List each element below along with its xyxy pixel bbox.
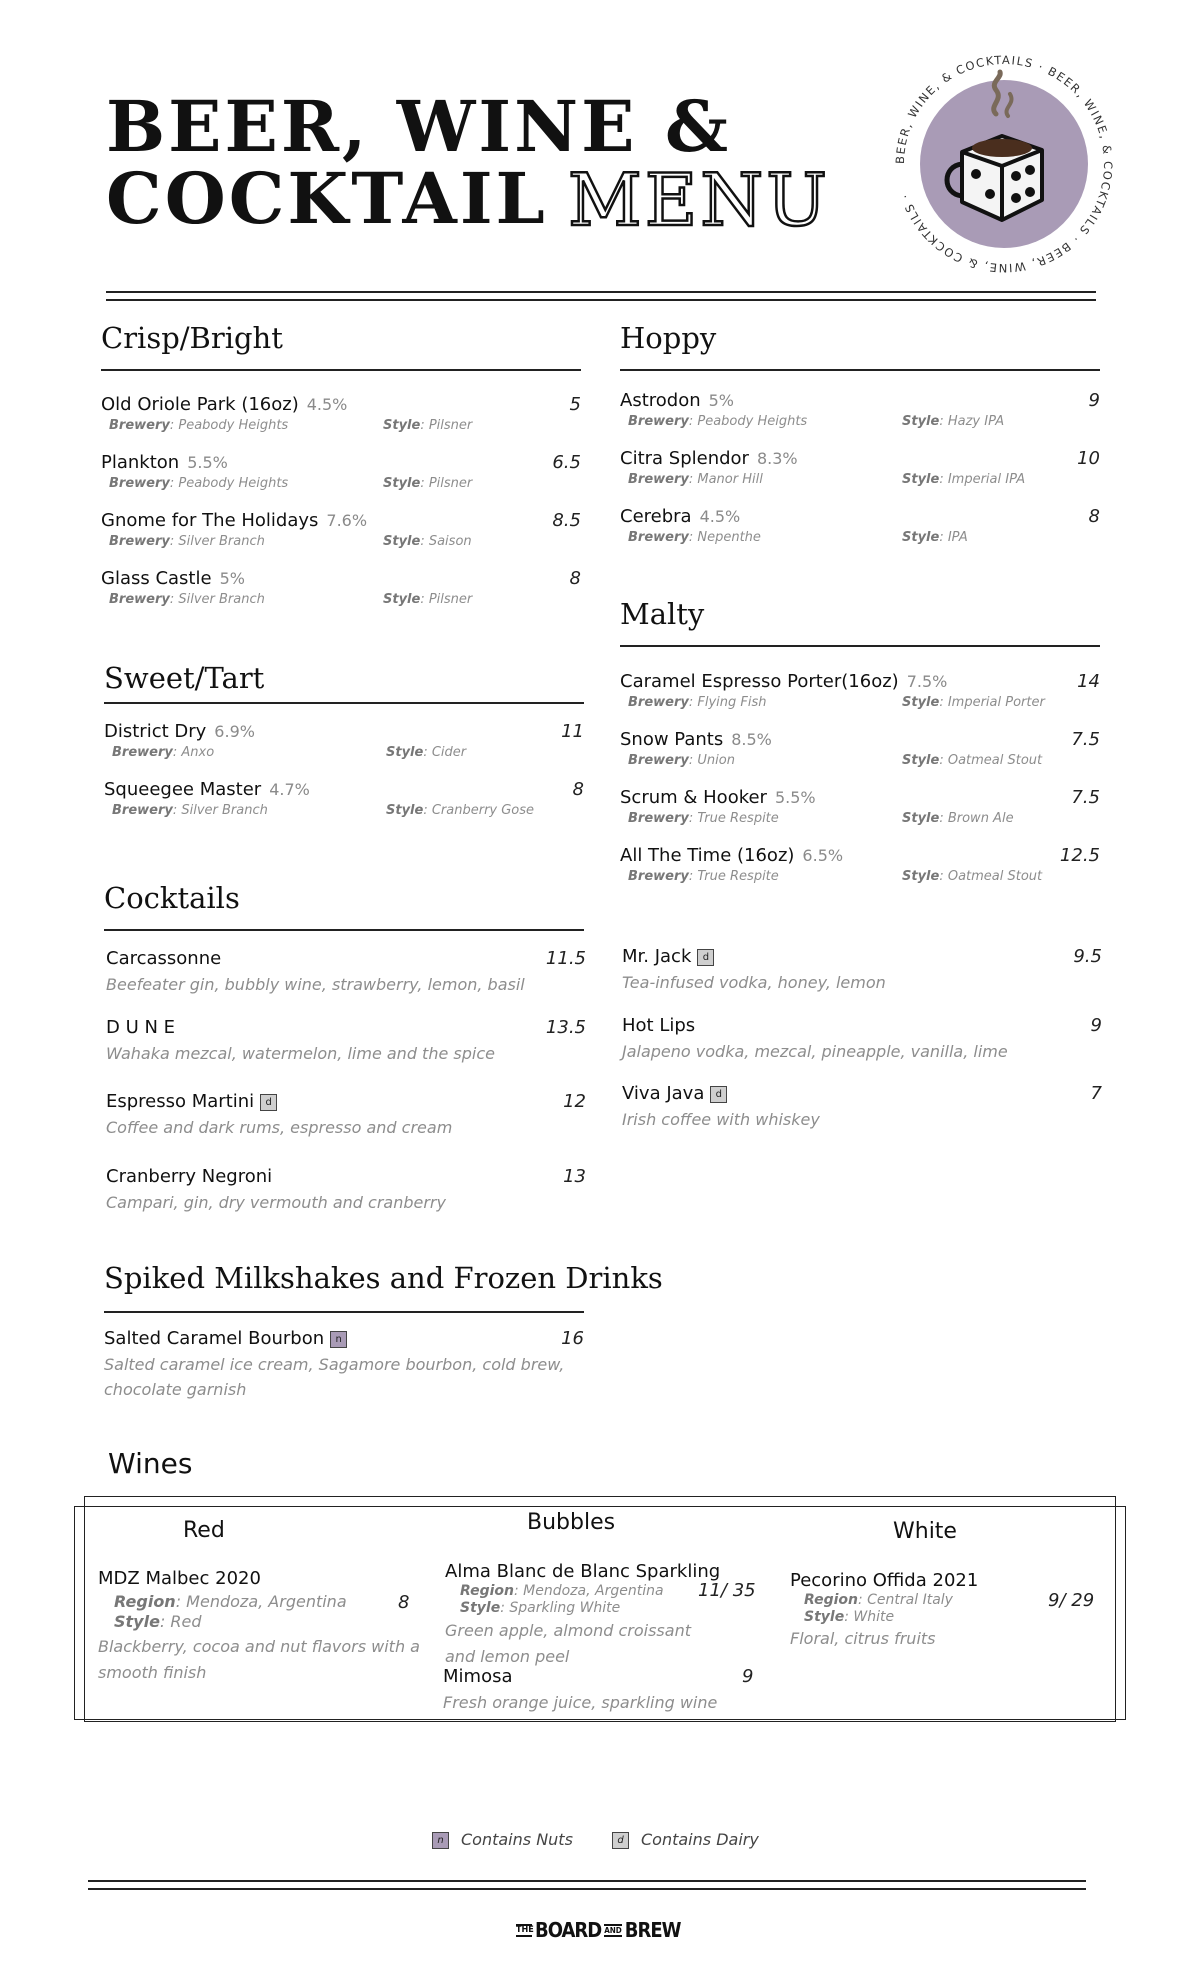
section-rule-crisp: [101, 369, 581, 371]
wine-name-red: MDZ Malbec 2020: [98, 1568, 261, 1589]
section-title-milkshakes: Spiked Milkshakes and Frozen Drinks: [104, 1261, 663, 1295]
brand-logo: THE BOARD AND BREW: [516, 1918, 681, 1942]
wine-heading-red: Red: [183, 1518, 225, 1543]
item-name: Cerebra 4.5%: [620, 506, 741, 527]
item-abv: 5.5%: [187, 453, 228, 472]
section-rule-cocktails: [104, 929, 584, 931]
header-rule-bottom: [106, 299, 1096, 301]
item-abv: 6.9%: [214, 722, 255, 741]
contains-dairy-badge: d: [710, 1086, 727, 1103]
item-price: 5: [569, 394, 581, 415]
menu-item: [101, 568, 581, 620]
item-name: Carcassonne: [106, 948, 222, 969]
item-price: 7.5: [1071, 729, 1100, 750]
title-line-1: BEER, WINE &: [106, 85, 732, 168]
item-name: Caramel Espresso Porter(16oz) 7.5%: [620, 671, 948, 692]
item-brewery: Brewery: Anxo: [112, 745, 215, 760]
item-price: 8: [569, 568, 581, 589]
item-name: Espresso Martini d: [106, 1091, 277, 1112]
menu-item: [620, 448, 1100, 500]
item-price: 8: [1088, 506, 1100, 527]
item-price: 8: [572, 779, 584, 800]
item-abv: 5%: [708, 391, 735, 410]
item-price: 7: [1090, 1083, 1102, 1104]
menu-item: [620, 729, 1100, 781]
item-abv: 4.5%: [306, 395, 348, 414]
contains-nuts-badge: n: [432, 1832, 449, 1849]
item-name: Glass Castle 5%: [101, 568, 245, 589]
item-description: Coffee and dark rums, espresso and cream: [106, 1118, 453, 1137]
item-description-line-2: chocolate garnish: [104, 1380, 247, 1399]
footer-rule-top: [88, 1880, 1086, 1882]
item-price: 12.5: [1059, 845, 1100, 866]
menu-item: [101, 452, 581, 504]
item-name: Astrodon 5%: [620, 390, 735, 411]
contains-dairy-badge: d: [260, 1094, 277, 1111]
title-menu-outline: MENU: [568, 158, 830, 242]
section-title-hoppy: Hoppy: [620, 321, 717, 355]
item-price: 9: [1090, 1015, 1102, 1036]
item-price: 14: [1077, 671, 1100, 692]
wine-style-red: Style: Red: [114, 1612, 202, 1631]
wine-heading-bubbles: Bubbles: [527, 1510, 616, 1535]
item-name: Gnome for The Holidays 7.6%: [101, 510, 368, 531]
menu-item: [620, 390, 1100, 442]
item-abv: 4.7%: [269, 780, 310, 799]
item-abv: 4.5%: [699, 507, 741, 526]
wine-price-mimosa: 9: [742, 1666, 754, 1687]
cocktail-item: [622, 1083, 1102, 1143]
item-brewery: Brewery: Nepenthe: [628, 530, 761, 545]
wine-heading-white: White: [893, 1519, 957, 1544]
item-brewery: Brewery: Peabody Heights: [109, 476, 289, 491]
wine-name-mimosa: Mimosa: [443, 1666, 513, 1687]
menu-item: [620, 845, 1100, 897]
item-name: Plankton 5.5%: [101, 452, 228, 473]
item-name: Citra Splendor 8.3%: [620, 448, 798, 469]
menu-item-milkshake: [104, 1328, 584, 1408]
wine-price-bubbles: 11/ 35: [698, 1580, 756, 1601]
wine-region-red: Region: Mendoza, Argentina: [114, 1592, 347, 1611]
item-brewery: Brewery: Peabody Heights: [628, 414, 808, 429]
item-name: Cranberry Negroni: [106, 1166, 273, 1187]
cocktail-item: [106, 1017, 586, 1077]
item-description: Irish coffee with whiskey: [622, 1110, 820, 1129]
legend-dairy: d Contains Dairy: [612, 1830, 759, 1849]
item-abv: 7.6%: [326, 511, 368, 530]
wine-style-bubbles: Style: Sparkling White: [460, 1600, 621, 1616]
item-style: Style: IPA: [902, 530, 968, 545]
item-brewery: Brewery: Union: [628, 753, 735, 768]
item-price: 16: [561, 1328, 584, 1349]
item-brewery: Brewery: Silver Branch: [109, 592, 265, 607]
section-title-crisp: Crisp/Bright: [101, 321, 283, 355]
logo-ring-text: BEER, WINE, & COCKTAILS · BEER, WINE, & COCKTAILS · BEER, WINE, & COCKTAILS ·: [892, 52, 1116, 276]
item-style: Style: Hazy IPA: [902, 414, 1005, 429]
item-brewery: Brewery: True Respite: [628, 869, 779, 884]
item-name: Old Oriole Park (16oz) 4.5%: [101, 394, 348, 415]
item-price: 11: [561, 721, 584, 742]
item-style: Style: Pilsner: [383, 592, 473, 607]
item-abv: 5.5%: [774, 788, 816, 807]
item-name: Snow Pants 8.5%: [620, 729, 772, 750]
item-price: 7.5: [1071, 787, 1100, 808]
item-price: 9.5: [1073, 946, 1102, 967]
item-price: 9: [1088, 390, 1100, 411]
menu-item: [104, 721, 584, 773]
item-abv: 6.5%: [802, 846, 844, 865]
section-rule-sweet: [104, 702, 584, 704]
item-abv: 8.5%: [731, 730, 772, 749]
item-price: 6.5: [552, 452, 581, 473]
section-title-sweet: Sweet/Tart: [104, 661, 265, 695]
item-brewery: Brewery: Peabody Heights: [109, 418, 289, 433]
item-name: All The Time (16oz) 6.5%: [620, 845, 844, 866]
cocktail-item: [106, 1166, 586, 1226]
item-style: Style: Imperial IPA: [902, 472, 1026, 487]
item-price: 11.5: [545, 948, 586, 969]
item-description: Wahaka mezcal, watermelon, lime and the spice: [106, 1044, 495, 1063]
footer-rule-bottom: [88, 1888, 1086, 1890]
item-brewery: Brewery: Manor Hill: [628, 472, 763, 487]
item-description: Tea-infused vodka, honey, lemon: [622, 973, 886, 992]
item-abv: 7.5%: [906, 672, 948, 691]
item-abv: 5%: [219, 569, 245, 588]
header-rule-top: [106, 291, 1096, 293]
section-rule-hoppy: [620, 369, 1100, 371]
item-name: D U N E: [106, 1017, 176, 1038]
menu-item: [104, 779, 584, 831]
section-title-wines: Wines: [108, 1447, 193, 1480]
item-name: Mr. Jack d: [622, 946, 714, 967]
section-title-cocktails: Cocktails: [104, 881, 240, 915]
item-name: District Dry 6.9%: [104, 721, 255, 742]
wine-name-bubbles: Alma Blanc de Blanc Sparkling: [445, 1561, 721, 1582]
menu-item: [620, 506, 1100, 558]
item-price: 8.5: [552, 510, 581, 531]
menu-item: [620, 787, 1100, 839]
item-style: Style: Saison: [383, 534, 472, 549]
item-style: Style: Cranberry Gose: [386, 803, 535, 818]
item-name: Viva Java d: [622, 1083, 727, 1104]
item-style: Style: Pilsner: [383, 476, 473, 491]
item-style: Style: Cider: [386, 745, 467, 760]
item-description: Beefeater gin, bubbly wine, strawberry, lemon, basil: [106, 975, 525, 994]
wine-desc-mimosa: Fresh orange juice, sparkling wine: [443, 1693, 718, 1712]
cocktail-item: [106, 948, 586, 1008]
item-style: Style: Brown Ale: [902, 811, 1014, 826]
item-style: Style: Imperial Porter: [902, 695, 1045, 710]
item-description-line-1: Salted caramel ice cream, Sagamore bourbon, cold brew,: [104, 1355, 565, 1374]
item-brewery: Brewery: True Respite: [628, 811, 779, 826]
section-rule-malty: [620, 645, 1100, 647]
cocktail-item: [106, 1091, 586, 1151]
item-description: Jalapeno vodka, mezcal, pineapple, vanilla, lime: [622, 1042, 1008, 1061]
contains-nuts-badge: n: [330, 1331, 347, 1348]
item-name: Salted Caramel Bourbon n: [104, 1328, 347, 1349]
wine-desc-red: Blackberry, cocoa and nut flavors with a smooth finish: [98, 1637, 420, 1682]
cocktail-item: [622, 1015, 1102, 1075]
title-line-2: COCKTAIL: [106, 157, 548, 240]
item-price: 12: [563, 1091, 586, 1112]
item-price: 13: [563, 1166, 586, 1187]
section-rule-milkshakes: [104, 1311, 584, 1313]
wine-name-white: Pecorino Offida 2021: [790, 1570, 979, 1591]
wine-style-white: Style: White: [804, 1609, 895, 1625]
wine-price-white: 9/ 29: [1048, 1590, 1095, 1611]
contains-dairy-badge: d: [612, 1832, 629, 1849]
logo-badge: [884, 44, 1124, 284]
section-title-malty: Malty: [620, 597, 705, 631]
contains-dairy-badge: d: [697, 949, 714, 966]
item-description: Campari, gin, dry vermouth and cranberry: [106, 1193, 446, 1212]
item-abv: 8.3%: [756, 449, 798, 468]
item-brewery: Brewery: Silver Branch: [112, 803, 268, 818]
menu-item: [620, 671, 1100, 723]
item-style: Style: Pilsner: [383, 418, 473, 433]
wine-desc-white: Floral, citrus fruits: [790, 1629, 936, 1648]
wine-price-red: 8: [398, 1592, 410, 1613]
item-style: Style: Oatmeal Stout: [902, 869, 1043, 884]
menu-item: [101, 394, 581, 446]
item-price: 10: [1077, 448, 1100, 469]
item-price: 13.5: [545, 1017, 586, 1038]
wine-region-bubbles: Region: Mendoza, Argentina: [460, 1583, 664, 1599]
menu-item: [101, 510, 581, 562]
item-name: Scrum & Hooker 5.5%: [620, 787, 816, 808]
item-brewery: Brewery: Flying Fish: [628, 695, 767, 710]
item-brewery: Brewery: Silver Branch: [109, 534, 265, 549]
wine-desc-bubbles: Green apple, almond croissant and lemon peel: [445, 1621, 691, 1666]
cocktail-item: [622, 946, 1102, 1006]
wine-region-white: Region: Central Italy: [804, 1592, 953, 1608]
item-name: Hot Lips: [622, 1015, 696, 1036]
legend-nuts: n Contains Nuts: [432, 1830, 573, 1849]
item-style: Style: Oatmeal Stout: [902, 753, 1043, 768]
item-name: Squeegee Master 4.7%: [104, 779, 310, 800]
